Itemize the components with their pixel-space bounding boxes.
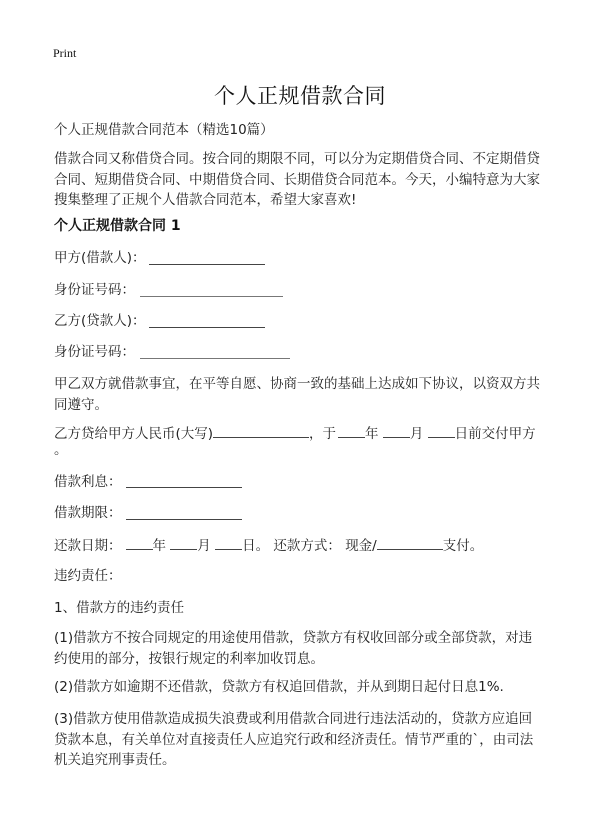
party-a-blank[interactable] xyxy=(149,250,265,265)
loan-clause-trailing: 。 xyxy=(54,442,68,458)
agreement-paragraph xyxy=(54,374,554,415)
delivery-month-blank[interactable] xyxy=(383,423,410,438)
intro-line: 借款合同又称借贷合同。按合同的期限不同，可以分为定期借贷合同、不定期借贷 xyxy=(54,151,540,167)
breach-subheading: 1、借款方的违约责任 xyxy=(54,600,185,616)
repayment-method-prefix: 现金/ xyxy=(345,538,377,554)
party-b-row xyxy=(54,311,146,331)
breach-label: 违约责任： xyxy=(54,568,122,584)
loan-clause-row xyxy=(54,423,536,444)
breach-item-3 xyxy=(54,709,554,771)
intro-line: 搜集整理了正规个人借款合同范本，希望大家喜欢! xyxy=(54,192,357,208)
agreement-line: 甲乙双方就借款事宜，在平等自愿、协商一致的基础上达成如下协议，以资双方共 xyxy=(54,376,540,392)
loan-amount-blank[interactable] xyxy=(213,423,309,438)
repay-year-label: 年 xyxy=(152,538,166,554)
party-a-id-row xyxy=(54,280,135,300)
breach-item-1 xyxy=(54,628,554,669)
intro-line: 合同、短期借贷合同、中期借贷合同、长期借贷合同范本。今天，小编特意为大家 xyxy=(54,171,540,188)
loan-clause-mid: ，于 xyxy=(309,426,337,442)
interest-blank[interactable] xyxy=(126,473,242,488)
agreement-line: 同遵守。 xyxy=(54,396,108,413)
repay-day-blank[interactable] xyxy=(215,535,242,550)
delivery-day-blank[interactable] xyxy=(428,423,455,438)
breach-item-line: 约使用的部分，按银行规定的利率加收罚息。 xyxy=(54,650,324,667)
print-link[interactable]: Print xyxy=(53,46,77,60)
document-subtitle: 个人正规借款合同范本（精选10篇） xyxy=(54,122,274,138)
delivery-year-label: 年 xyxy=(365,426,379,442)
repayment-row xyxy=(54,535,483,556)
repay-year-blank[interactable] xyxy=(126,535,153,550)
breach-item-line: (2)借款方如逾期不还借款，贷款方有权追回借款，并从到期日起付日息1%. xyxy=(54,679,504,695)
breach-item-line: 贷款本息，有关单位对直接责任人应追究行政和经济责任。情节严重的`，由司法 xyxy=(54,731,534,748)
breach-item-line: 机关追究刑事责任。 xyxy=(54,752,176,768)
repay-month-label: 月 xyxy=(197,538,211,554)
party-b-id-row xyxy=(54,342,135,362)
repayment-date-label: 还款日期： xyxy=(54,538,122,554)
intro-paragraph xyxy=(54,149,554,211)
repayment-method-blank[interactable] xyxy=(377,535,443,550)
loan-amount-label: 乙方贷给甲方人民币(大写) xyxy=(54,426,214,442)
delivery-year-blank[interactable] xyxy=(338,423,365,438)
delivery-suffix: 日前交付甲方 xyxy=(454,426,536,442)
party-b-id-label: 身份证号码： xyxy=(54,344,135,360)
breach-item-2 xyxy=(54,677,554,698)
repay-day-label: 日。 xyxy=(242,538,270,554)
interest-label: 借款利息： xyxy=(54,474,122,490)
repayment-method-label: 还款方式： xyxy=(273,538,341,554)
breach-item-line: (3)借款方使用借款造成损失浪费或利用借款合同进行违法活动的，贷款方应追回 xyxy=(54,711,533,727)
breach-item-line: (1)借款方不按合同规定的用途使用借款，贷款方有权收回部分或全部贷款，对违 xyxy=(54,630,533,646)
party-a-id-blank[interactable] xyxy=(140,282,283,297)
party-b-id-blank[interactable] xyxy=(140,344,290,359)
party-a-row xyxy=(54,248,146,268)
party-a-label: 甲方(借款人)： xyxy=(54,250,146,266)
document-title: 个人正规借款合同 xyxy=(214,84,386,108)
party-b-label: 乙方(贷款人)： xyxy=(54,313,146,329)
delivery-month-label: 月 xyxy=(409,426,424,442)
term-label: 借款期限： xyxy=(54,505,122,521)
party-a-id-label: 身份证号码： xyxy=(54,282,135,298)
term-blank[interactable] xyxy=(126,505,242,520)
repayment-method-suffix: 支付。 xyxy=(442,538,484,554)
repay-month-blank[interactable] xyxy=(170,535,197,550)
section-heading: 个人正规借款合同 1 xyxy=(54,218,181,234)
party-b-blank[interactable] xyxy=(149,313,265,328)
